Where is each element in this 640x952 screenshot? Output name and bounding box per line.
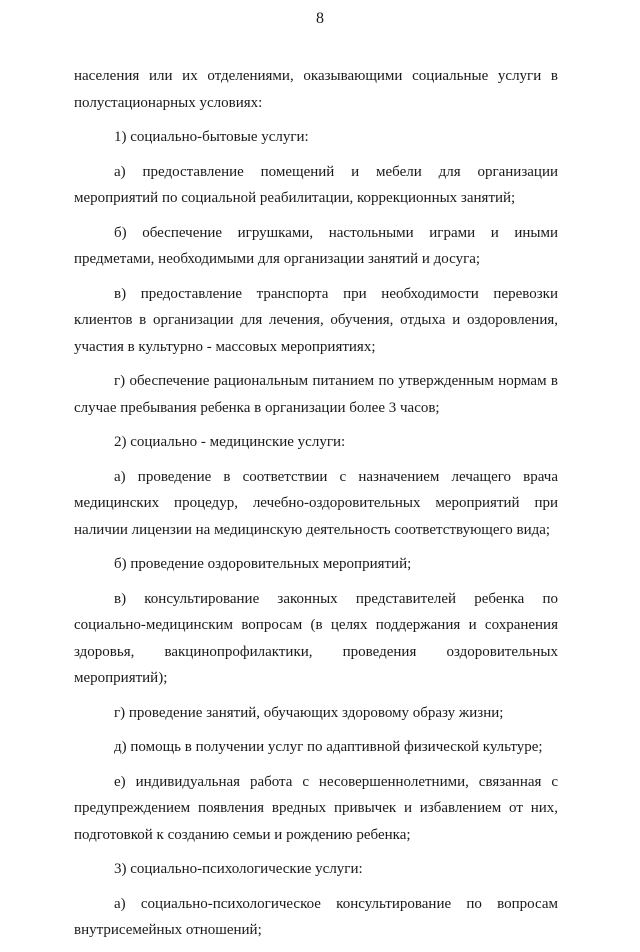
paragraph: д) помощь в получении услуг по адаптивной физической культуре; [114, 739, 543, 755]
paragraph: а) социально-психологическое консультирование по вопросам внутрисемейных отношений; [74, 895, 558, 938]
paragraph: г) проведение занятий, обучающих здоровому образу жизни; [114, 704, 504, 721]
document-body [74, 63, 558, 952]
paragraph: в) консультирование законных представителей ребенка по социально-медицинским вопросам (в целях поддержания и сохранения здоровья, вакцинопрофилактики, проведения оздоровительных мероприятий); [74, 590, 558, 686]
paragraph: а) проведение в соответствии с назначением лечащего врача медицинских процедур, лечебно-оздоровительных мероприятий при наличии лицензии на медицинскую деятельность соответствующего вида; [74, 468, 558, 538]
paragraph: 3) социально-психологические услуги: [114, 861, 363, 877]
paragraph: б) обеспечение игрушками, настольными играми и иными предметами, необходимыми для организации занятий и досуга; [74, 224, 558, 267]
paragraph: б) проведение оздоровительных мероприятий; [114, 556, 412, 572]
paragraph: 2) социально - медицинские услуги: [114, 434, 346, 450]
paragraph: г) обеспечение рациональным питанием по утвержденным нормам в случае пребывания ребенка в организации более 3 часов; [74, 373, 558, 416]
paragraph: населения или их отделениями, оказывающими социальные услуги в полустационарных условиях: [74, 68, 558, 111]
paragraph: е) индивидуальная работа с несовершеннолетними, связанная с предупреждением появления вредных привычек и избавлением от них, подготовкой к созданию семьи и рождению ребенка; [74, 773, 558, 843]
page-number: 8 [316, 10, 324, 27]
paragraph: а) предоставление помещений и мебели для организации мероприятий по социальной реабилитации, коррекционных занятий; [74, 163, 558, 206]
paragraph: в) предоставление транспорта при необходимости перевозки клиентов в организации для лечения, обучения, отдыха и оздоровления, участия в культурно - массовых мероприятиях; [74, 285, 558, 355]
paragraph: 1) социально-бытовые услуги: [114, 129, 309, 145]
